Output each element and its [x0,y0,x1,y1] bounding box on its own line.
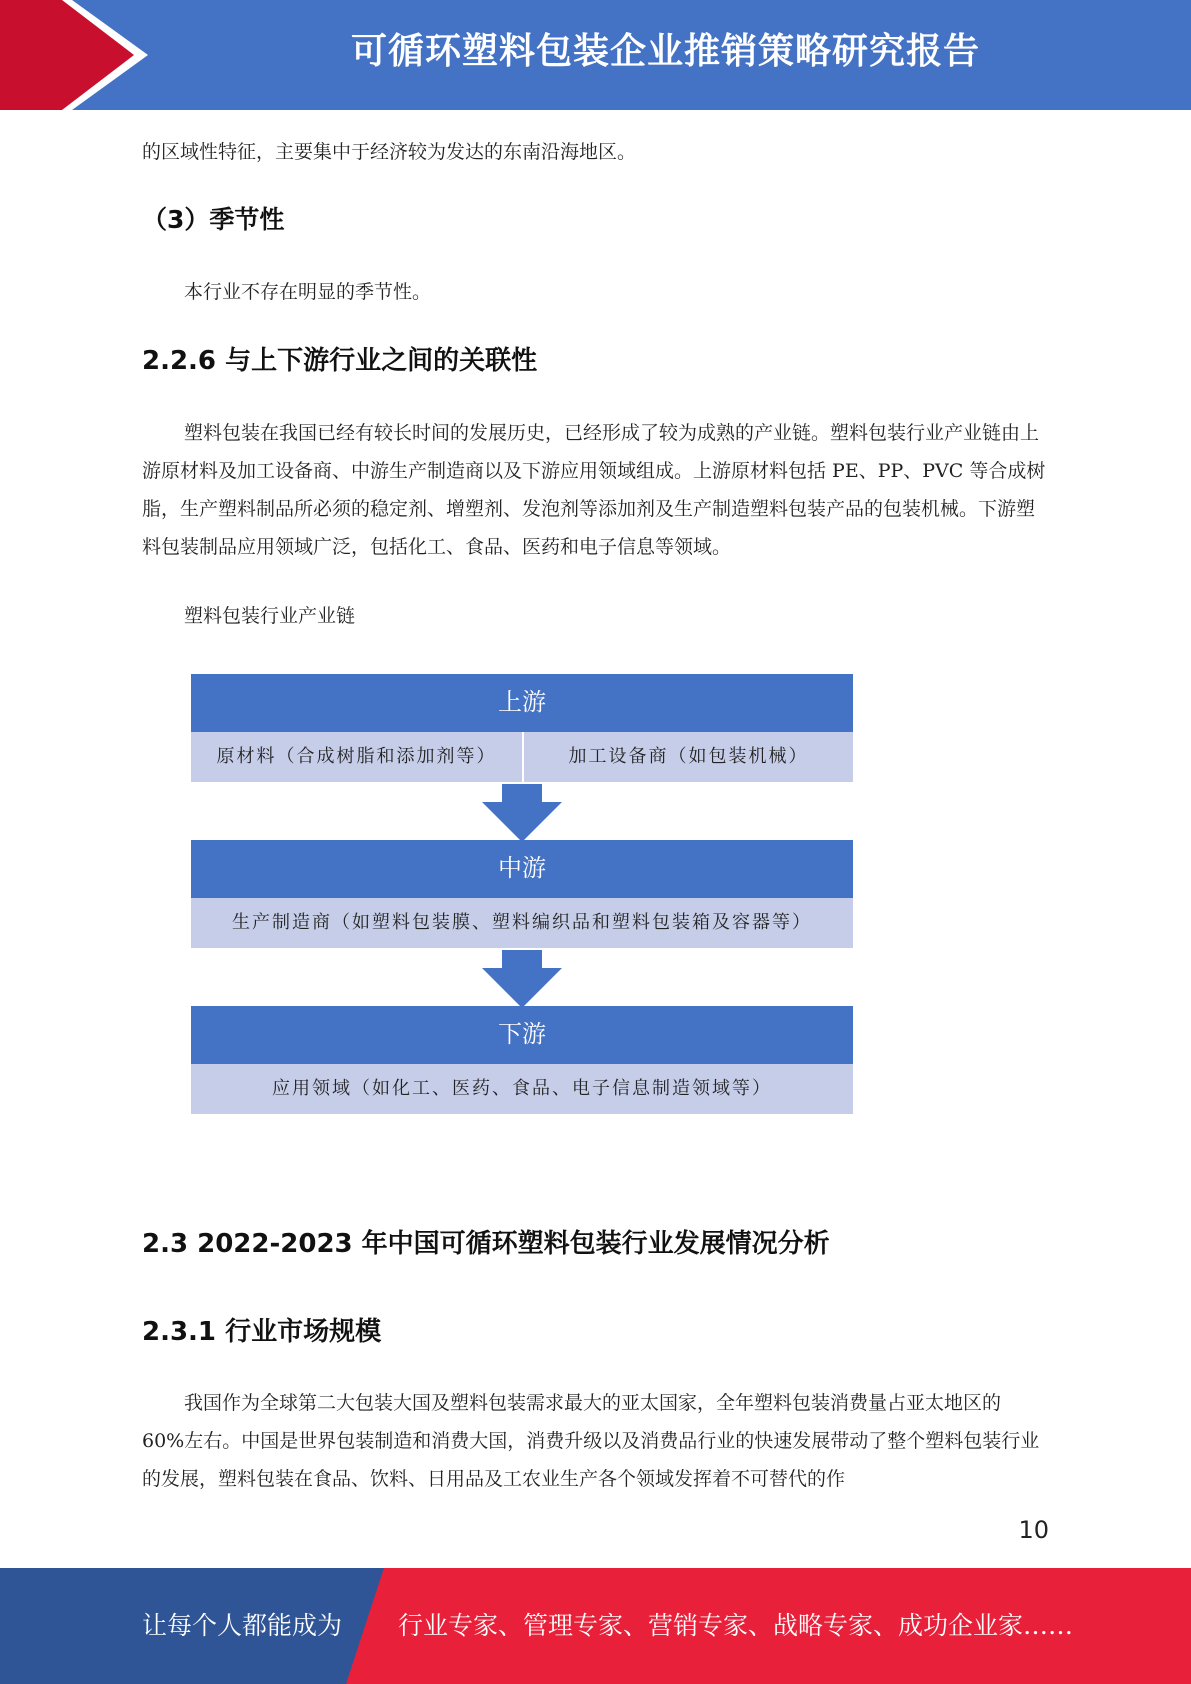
paragraph-regional: 的区域性特征，主要集中于经济较为发达的东南沿海地区。 [142,141,637,163]
heading-2-2-6: 2.2.6 与上下游行业之间的关联性 [142,346,538,376]
arrow-down-icon [482,784,562,842]
header-red-chevron [0,0,160,110]
footer-slogan-right: 行业专家、管理专家、营销专家、战略专家、成功企业家…… [398,1611,1074,1640]
paragraph-market-size: 我国作为全球第二大包装大国及塑料包装需求最大的亚太国家，全年塑料包装消费量占亚太地区的 60%左右。中国是世界包装制造和消费大国，消费升级以及消费品行业的快速发展带动了整个塑料包装行业的发展，塑料包装在食品、饮料、日用品及工农业生产各个领域发挥着不可替代的作 [142,1392,1040,1490]
paragraph-industry-chain: 塑料包装在我国已经有较长时间的发展历史，已经形成了较为成熟的产业链。塑料包装行业产业链由上游原材料及加工设备商、中游生产制造商以及下游应用领域组成。上游原材料包括 PE、PP、PVC 等合成树脂，生产塑料制品所必须的稳定剂、增塑剂、发泡剂等添加剂及生产制造塑料包装产品的包装机械。下游塑料包装制品应用领域广泛，包括化工、食品、医药和电子信息等领域。 [142,422,1046,558]
page-number: 10 [1018,1516,1049,1544]
page-footer [0,1568,1191,1684]
heading-seasonality: （3）季节性 [142,205,285,234]
upstream-details [191,732,853,782]
figure-caption: 塑料包装行业产业链 [184,605,356,627]
report-title: 可循环塑料包装企业推销策略研究报告 [350,31,980,72]
page-header [0,0,1191,110]
industry-chain-diagram [191,674,853,1116]
downstream-band: 下游 [191,1006,853,1064]
downstream-details: 应用领域（如化工、医药、食品、电子信息制造领域等） [191,1064,853,1114]
footer-slogan-left: 让每个人都能成为 [142,1611,343,1640]
paragraph-seasonality: 本行业不存在明显的季节性。 [184,281,432,303]
midstream-band: 中游 [191,840,853,898]
heading-2-3: 2.3 2022-2023 年中国可循环塑料包装行业发展情况分析 [142,1229,830,1259]
upstream-raw-materials: 原材料（合成树脂和添加剂等） [216,746,497,767]
upstream-band: 上游 [191,674,853,732]
upstream-equipment: 加工设备商（如包装机械） [568,746,809,767]
midstream-details: 生产制造商（如塑料包装膜、塑料编织品和塑料包装箱及容器等） [191,898,853,948]
heading-2-3-1: 2.3.1 行业市场规模 [142,1317,382,1347]
arrow-down-icon [482,950,562,1008]
